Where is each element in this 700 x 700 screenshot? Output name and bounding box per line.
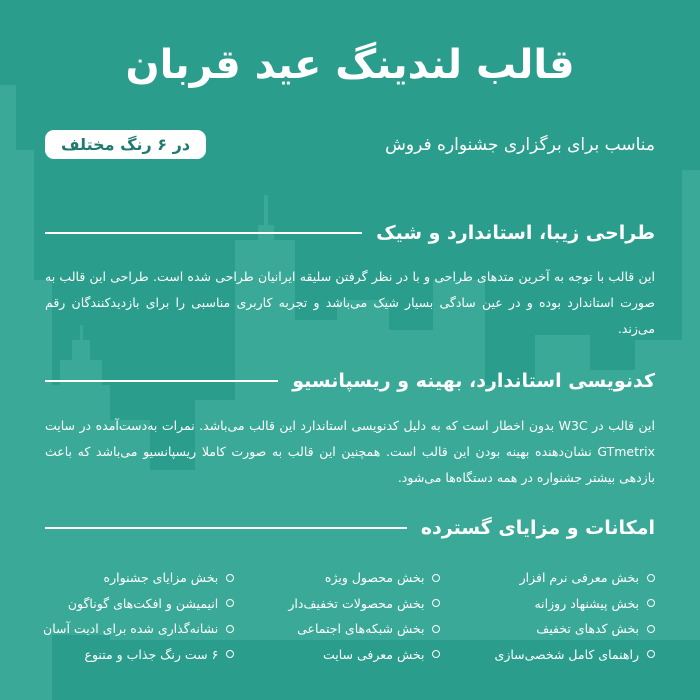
circle-bullet-icon: [226, 599, 234, 607]
circle-bullet-icon: [226, 625, 234, 633]
circle-bullet-icon: [226, 650, 234, 658]
feature-label: بخش معرفی نرم افزار: [519, 570, 639, 585]
feature-label: بخش کدهای تخفیف: [536, 621, 639, 636]
circle-bullet-icon: [647, 599, 655, 607]
feature-label: بخش محصول ویژه: [324, 570, 425, 585]
circle-bullet-icon: [432, 650, 440, 658]
features-list: [43, 565, 655, 667]
feature-label: راهنمای کامل شخصی‌سازی: [494, 646, 639, 662]
section-body-code: این قالب در W3C بدون اخطار است که به دلیل کدنویسی استاندارد این قالب می‌باشد. نمرات به‌دست‌آمده در سایت GTmetrix نشان‌دهنده بهینه بودن این قالب است. همچنین این قالب به صورت کاملا ریسپانسیو می‌باشد که باعث بازدهی بیشتر جشنواره در همه دستگاه‌ها می‌شود.: [45, 418, 656, 485]
circle-bullet-icon: [647, 625, 655, 633]
section-title-features: امکانات و مزایای گسترده: [420, 517, 655, 539]
section-heading-code: [45, 370, 655, 392]
feature-item: [495, 591, 655, 617]
feature-label: بخش شبکه‌های اجتماعی: [297, 621, 425, 636]
feature-item: [43, 616, 234, 642]
feature-label: بخش معرفی سایت: [322, 646, 425, 662]
section-heading-features: [45, 517, 655, 539]
subtitle: مناسب برای برگزاری جشنواره فروش: [385, 134, 655, 155]
feature-item: [43, 591, 234, 617]
section-title-design: طراحی زیبا، استاندارد و شیک: [376, 222, 655, 244]
feature-label: ۶ ست رنگ جذاب و متنوع: [84, 646, 219, 662]
feature-label: بخش محصولات تخفیف‌دار: [288, 595, 425, 611]
feature-label: بخش مزایای جشنواره: [103, 570, 219, 585]
circle-bullet-icon: [432, 574, 440, 582]
feature-label: بخش پیشنهاد روزانه: [534, 595, 639, 611]
features-column-3: [43, 565, 234, 667]
feature-item: [495, 616, 655, 642]
heading-divider: [45, 232, 362, 234]
page-title: قالب لندینگ عید قربان: [125, 42, 575, 88]
circle-bullet-icon: [647, 574, 655, 582]
section-body-design: این قالب با توجه به آخرین متدهای طراحی و با در نظر گرفتن سلیقه ایرانیان طراحی شده است. طراحی این قالب به صورت استاندارد بوده و در عین سادگی بسیار شیک می‌باشد و تجربه کاربری مناسبی را برای بازدیدکنندگان رقم می‌زند.: [45, 269, 655, 336]
color-count-badge: در ۶ رنگ مختلف: [45, 130, 206, 159]
circle-bullet-icon: [647, 650, 655, 658]
heading-divider: [45, 380, 278, 382]
heading-divider: [45, 527, 407, 529]
section-title-code: کدنویسی استاندارد، بهینه و ریسپانسیو: [292, 370, 655, 392]
feature-item: [288, 616, 440, 642]
feature-item: [495, 565, 655, 591]
features-column-2: [288, 565, 440, 667]
feature-label: انیمیشن و افکت‌های گوناگون: [67, 595, 219, 611]
feature-item: [288, 591, 440, 617]
circle-bullet-icon: [226, 574, 234, 582]
features-column-1: [495, 565, 655, 667]
feature-label: نشانه‌گذاری شده برای ادیت آسان: [43, 621, 219, 636]
feature-item: [288, 565, 440, 591]
feature-item: [43, 565, 234, 591]
section-heading-design: [45, 222, 655, 244]
circle-bullet-icon: [432, 599, 440, 607]
feature-item: [43, 642, 234, 668]
subtitle-row: [45, 130, 655, 159]
circle-bullet-icon: [432, 625, 440, 633]
feature-item: [288, 642, 440, 668]
feature-item: [495, 642, 655, 668]
